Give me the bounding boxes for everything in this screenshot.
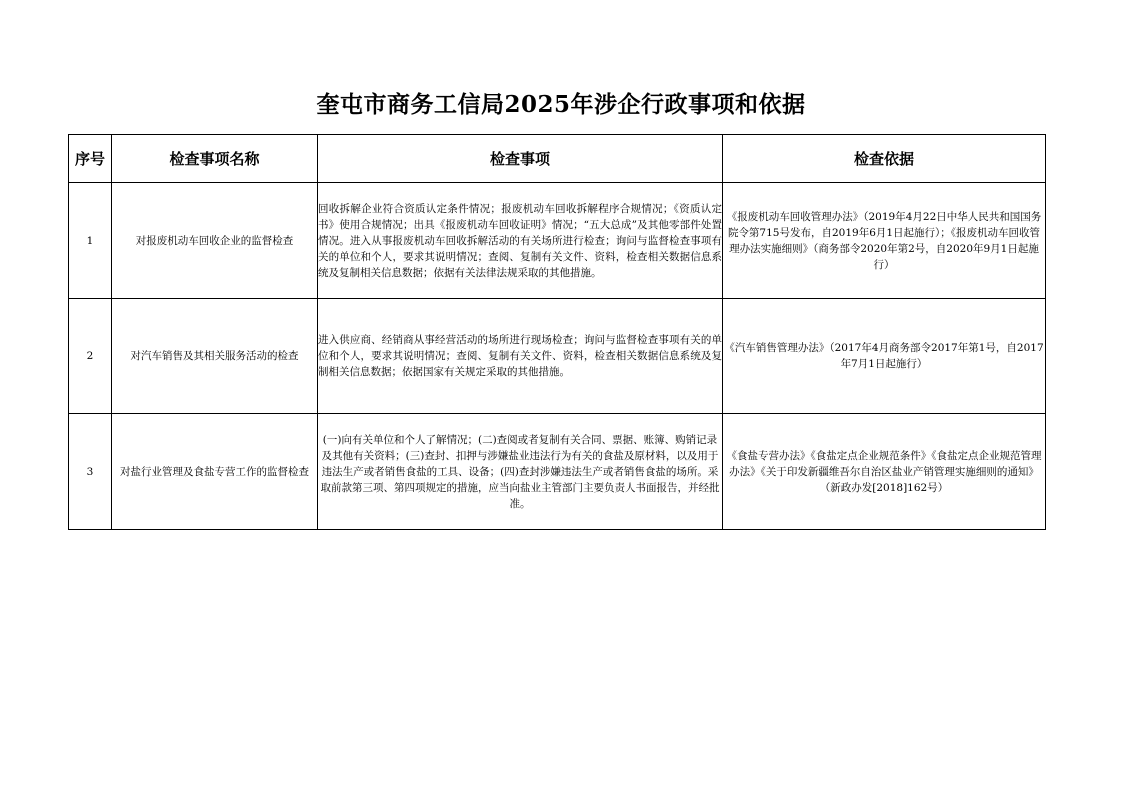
cell-name: 对报废机动车回收企业的监督检查: [112, 183, 318, 299]
cell-basis: 《食盐专营办法》《食盐定点企业规范条件》《食盐定点企业规范管理办法》《关于印发新疆维吾尔自治区盐业产销管理实施细则的通知》（新政办发[2018]162号）: [723, 414, 1046, 530]
inspection-table: [68, 134, 1046, 530]
header-items: 检查事项: [318, 135, 723, 183]
cell-name: 对汽车销售及其相关服务活动的检查: [112, 299, 318, 414]
header-basis: 检查依据: [723, 135, 1046, 183]
table-row: [69, 299, 1046, 414]
header-seq: 序号: [69, 135, 112, 183]
cell-items: 回收拆解企业符合资质认定条件情况；报废机动车回收拆解程序合规情况；《资质认定书》使用合规情况；出具《报废机动车回收证明》情况；“五大总成”及其他零部件处置情况。进入从事报废机动车回收拆解活动的有关场所进行检查；询问与监督检查事项有关的单位和个人，要求其说明情况；查阅、复制有关文件、资料，检查相关数据信息系统及复制相关信息数据；依据有关法律法规采取的其他措施。: [318, 183, 723, 299]
cell-items: 进入供应商、经销商从事经营活动的场所进行现场检查；询问与监督检查事项有关的单位和个人，要求其说明情况；查阅、复制有关文件、资料，检查相关数据信息系统及复制相关信息数据；依据国家有关规定采取的其他措施。: [318, 299, 723, 414]
cell-items: (一)向有关单位和个人了解情况；(二)查阅或者复制有关合同、票据、账簿、购销记录及其他有关资料；(三)查封、扣押与涉嫌盐业违法行为有关的食盐及原材料，以及用于违法生产或者销售食盐的工具、设备；(四)查封涉嫌违法生产或者销售食盐的场所。采取前款第三项、第四项规定的措施，应当向盐业主管部门主要负责人书面报告，并经批准。: [318, 414, 723, 530]
table-row: [69, 183, 1046, 299]
cell-basis: 《报废机动车回收管理办法》（2019年4月22日中华人民共和国国务院令第715号发布，自2019年6月1日起施行）；《报废机动车回收管理办法实施细则》（商务部令2020年第2号，自2020年9月1日起施行）: [723, 183, 1046, 299]
cell-seq: 2: [69, 299, 112, 414]
cell-seq: 3: [69, 414, 112, 530]
header-name: 检查事项名称: [112, 135, 318, 183]
cell-seq: 1: [69, 183, 112, 299]
table-header-row: [69, 135, 1046, 183]
cell-name: 对盐行业管理及食盐专营工作的监督检查: [112, 414, 318, 530]
document-title: 奎屯市商务工信局2025年涉企行政事项和依据: [316, 91, 806, 118]
cell-basis: 《汽车销售管理办法》（2017年4月商务部令2017年第1号，自2017年7月1日起施行）: [723, 299, 1046, 414]
table-row: [69, 414, 1046, 530]
